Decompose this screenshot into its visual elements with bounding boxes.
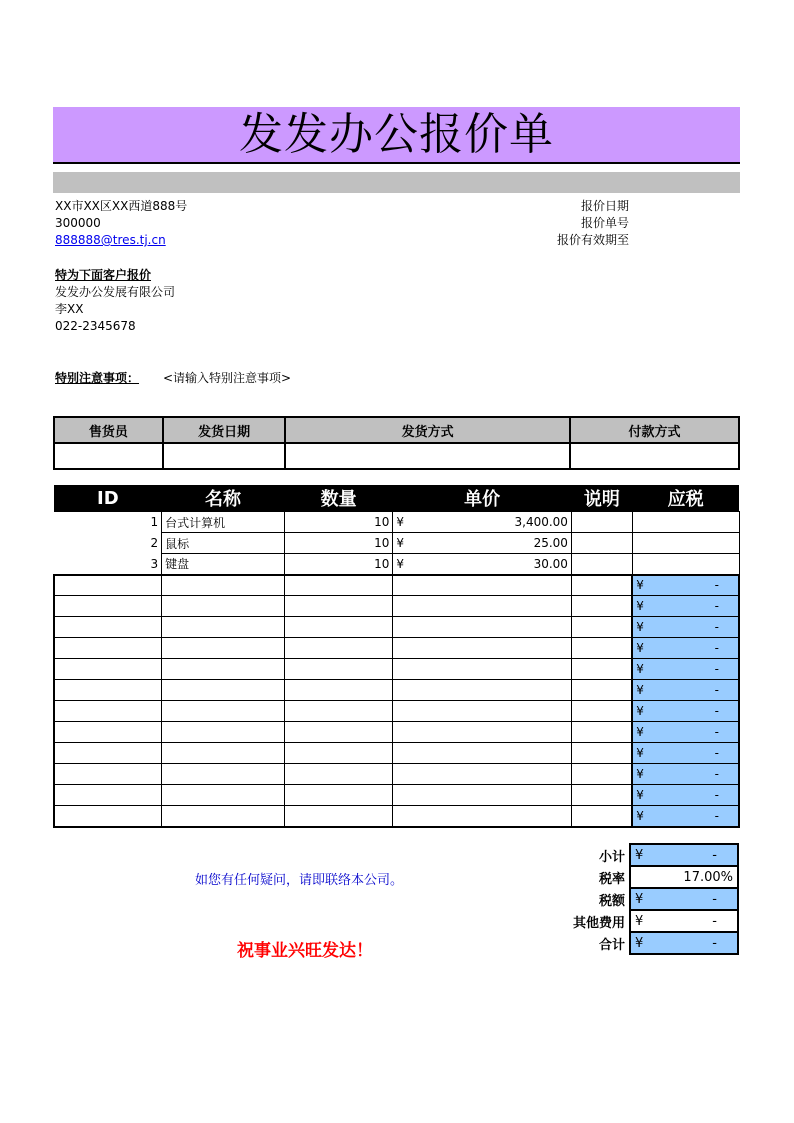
table-row [54,617,739,638]
payment-method-header: 付款方式 [570,417,739,443]
item-taxable[interactable] [632,512,739,533]
ship-date-cell[interactable] [163,443,286,469]
item-qty[interactable]: 10 [284,533,393,554]
empty-cell[interactable] [284,764,393,785]
other-fee-amount: - [712,913,717,929]
empty-cell[interactable] [393,785,572,806]
currency-symbol: ¥ [636,788,644,802]
wish-text: 祝事业兴旺发达！ [237,941,373,961]
table-row [54,659,739,680]
taxable-total-cell [632,701,739,722]
empty-cell[interactable] [393,617,572,638]
item-price[interactable] [393,533,572,554]
notes-label: 特别注意事项： [55,371,140,385]
currency-symbol: ¥ [636,662,644,676]
empty-cell[interactable] [284,722,393,743]
empty-cell[interactable] [571,659,632,680]
seller-email-link[interactable]: 888888@tres.tj.cn [55,233,166,247]
taxable-total-cell [632,722,739,743]
taxable-amount: - [714,704,719,718]
empty-cell[interactable] [393,575,572,596]
other-fee-label: 其他费用 [572,915,625,931]
customer-contact: 李XX [55,302,84,316]
currency-symbol: ¥ [636,599,644,613]
other-fee-value[interactable] [630,910,738,932]
item-qty[interactable]: 10 [284,512,393,533]
notes-input[interactable]: <请输入特别注意事项> [163,371,292,385]
empty-cell[interactable] [284,785,393,806]
taxable-amount: - [714,662,719,676]
empty-cell[interactable] [54,575,162,596]
empty-cell[interactable] [284,617,393,638]
table-row [54,575,739,596]
empty-cell[interactable] [162,722,285,743]
empty-cell[interactable] [393,680,572,701]
table-row [54,806,739,827]
table-row [54,785,739,806]
col-price-header: 单价 [393,485,572,512]
empty-cell[interactable] [393,743,572,764]
empty-cell[interactable] [162,806,285,827]
empty-cell[interactable] [284,743,393,764]
salesperson-header: 售货员 [54,417,163,443]
currency-symbol: ¥ [635,913,644,929]
empty-cell[interactable] [571,806,632,827]
empty-cell[interactable] [162,680,285,701]
empty-cell[interactable] [54,638,162,659]
empty-cell[interactable] [284,659,393,680]
taxable-total-cell [632,575,739,596]
taxable-amount: - [714,767,719,781]
taxable-amount: - [714,641,719,655]
quote-number-label: 报价单号 [580,216,629,230]
currency-symbol: ¥ [396,556,405,571]
empty-cell[interactable] [393,806,572,827]
tax-amount: - [712,891,717,907]
item-taxable[interactable] [632,533,739,554]
customer-phone: 022-2345678 [55,319,136,333]
divider-bar [53,172,740,193]
empty-cell[interactable] [571,638,632,659]
summary-table [540,843,739,955]
empty-cell[interactable] [393,596,572,617]
empty-cell[interactable] [393,764,572,785]
empty-cell[interactable] [162,638,285,659]
empty-cell[interactable] [571,617,632,638]
subtotal-value [630,844,738,866]
ship-date-header: 发货日期 [163,417,286,443]
taxable-total-cell [632,638,739,659]
ship-method-cell[interactable] [285,443,570,469]
empty-cell[interactable] [54,596,162,617]
ship-method-header: 发货方式 [285,417,570,443]
table-row [54,722,739,743]
taxable-total-cell [632,659,739,680]
item-desc[interactable] [571,512,632,533]
item-id: 1 [150,515,159,529]
taxable-amount: - [714,599,719,613]
empty-cell[interactable] [571,743,632,764]
item-taxable[interactable] [632,554,739,575]
items-table [53,485,740,828]
item-name[interactable]: 台式计算机 [162,512,285,533]
salesperson-cell[interactable] [54,443,163,469]
taxable-total-cell [632,743,739,764]
empty-cell[interactable] [54,764,162,785]
currency-symbol: ¥ [636,641,644,655]
table-row [54,764,739,785]
currency-symbol: ¥ [636,578,644,593]
item-price-amount: 30.00 [533,556,568,571]
empty-cell[interactable] [162,743,285,764]
empty-cell[interactable] [54,617,162,638]
empty-cell[interactable] [571,785,632,806]
total-value [630,932,738,954]
empty-cell[interactable] [393,722,572,743]
seller-address: XX市XX区XX西道888号 [55,199,188,213]
tax-value [630,888,738,910]
payment-method-cell[interactable] [570,443,739,469]
currency-symbol: ¥ [636,683,644,697]
empty-cell[interactable] [162,575,285,596]
table-row [54,554,739,575]
empty-cell[interactable] [571,722,632,743]
sales-info-table [53,416,740,470]
empty-cell[interactable] [162,659,285,680]
empty-cell[interactable] [393,659,572,680]
empty-cell[interactable] [284,806,393,827]
col-id-header: ID [54,485,162,512]
taxable-total-cell [632,785,739,806]
item-name[interactable]: 鼠标 [162,533,285,554]
col-taxable-header: 应税 [632,485,739,512]
table-row [54,701,739,722]
currency-symbol: ¥ [636,746,644,760]
empty-cell[interactable] [162,785,285,806]
empty-cell[interactable] [284,680,393,701]
table-row [54,743,739,764]
empty-cell[interactable] [571,764,632,785]
currency-symbol: ¥ [635,847,644,863]
item-desc[interactable] [571,533,632,554]
currency-symbol: ¥ [636,704,644,718]
item-price[interactable] [393,554,572,575]
currency-symbol: ¥ [396,515,405,529]
total-label: 合计 [598,937,625,953]
currency-symbol: ¥ [636,767,644,781]
empty-cell[interactable] [162,701,285,722]
tax-rate-label: 税率 [598,871,625,887]
empty-cell[interactable] [54,743,162,764]
currency-symbol: ¥ [396,536,405,550]
empty-cell[interactable] [54,701,162,722]
title-banner [53,107,740,164]
empty-cell[interactable] [54,722,162,743]
empty-cell[interactable] [162,617,285,638]
seller-postcode: 300000 [55,216,101,230]
subtotal-amount: - [712,847,717,863]
table-row [54,680,739,701]
currency-symbol: ¥ [636,808,644,823]
item-price-amount: 25.00 [533,536,568,550]
tax-rate-value[interactable]: 17.00% [630,866,738,888]
item-qty[interactable]: 10 [284,554,393,575]
currency-symbol: ¥ [635,935,644,951]
empty-cell[interactable] [571,701,632,722]
item-desc[interactable] [571,554,632,575]
empty-cell[interactable] [284,596,393,617]
currency-symbol: ¥ [635,891,644,907]
empty-cell[interactable] [284,575,393,596]
empty-cell[interactable] [571,575,632,596]
item-name[interactable]: 键盘 [162,554,285,575]
item-id: 3 [150,556,159,571]
empty-cell[interactable] [571,596,632,617]
item-id: 2 [150,536,159,550]
table-row [54,533,739,554]
taxable-amount: - [714,808,719,823]
taxable-amount: - [714,746,719,760]
taxable-total-cell [632,806,739,827]
empty-cell[interactable] [393,701,572,722]
empty-cell[interactable] [54,785,162,806]
total-amount: - [712,935,717,951]
page-title: 发发办公报价单 [239,109,554,160]
taxable-total-cell [632,764,739,785]
contact-note: 如您有任何疑问，请即联络本公司。 [195,873,404,888]
empty-cell[interactable] [54,680,162,701]
col-name-header: 名称 [162,485,285,512]
empty-cell[interactable] [571,680,632,701]
item-price[interactable] [393,512,572,533]
table-row [54,596,739,617]
empty-cell[interactable] [162,596,285,617]
table-row [54,512,739,533]
tax-label: 税额 [598,893,625,909]
quote-date-label: 报价日期 [580,199,629,213]
taxable-amount: - [714,620,719,634]
empty-cell[interactable] [393,638,572,659]
taxable-total-cell [632,617,739,638]
empty-cell[interactable] [54,659,162,680]
col-desc-header: 说明 [571,485,632,512]
customer-heading: 特为下面客户报价 [55,268,152,282]
quote-valid-label: 报价有效期至 [556,233,629,247]
item-price-amount: 3,400.00 [514,515,568,529]
taxable-amount: - [714,725,719,739]
col-qty-header: 数量 [284,485,393,512]
taxable-total-cell [632,680,739,701]
taxable-total-cell [632,596,739,617]
empty-cell[interactable] [284,638,393,659]
taxable-amount: - [714,683,719,697]
currency-symbol: ¥ [636,725,644,739]
taxable-amount: - [714,578,719,593]
taxable-amount: - [714,788,719,802]
customer-company: 发发办公发展有限公司 [55,285,176,299]
empty-cell[interactable] [54,806,162,827]
empty-cell[interactable] [284,701,393,722]
subtotal-label: 小计 [598,849,625,865]
currency-symbol: ¥ [636,620,644,634]
empty-cell[interactable] [162,764,285,785]
table-row [54,638,739,659]
